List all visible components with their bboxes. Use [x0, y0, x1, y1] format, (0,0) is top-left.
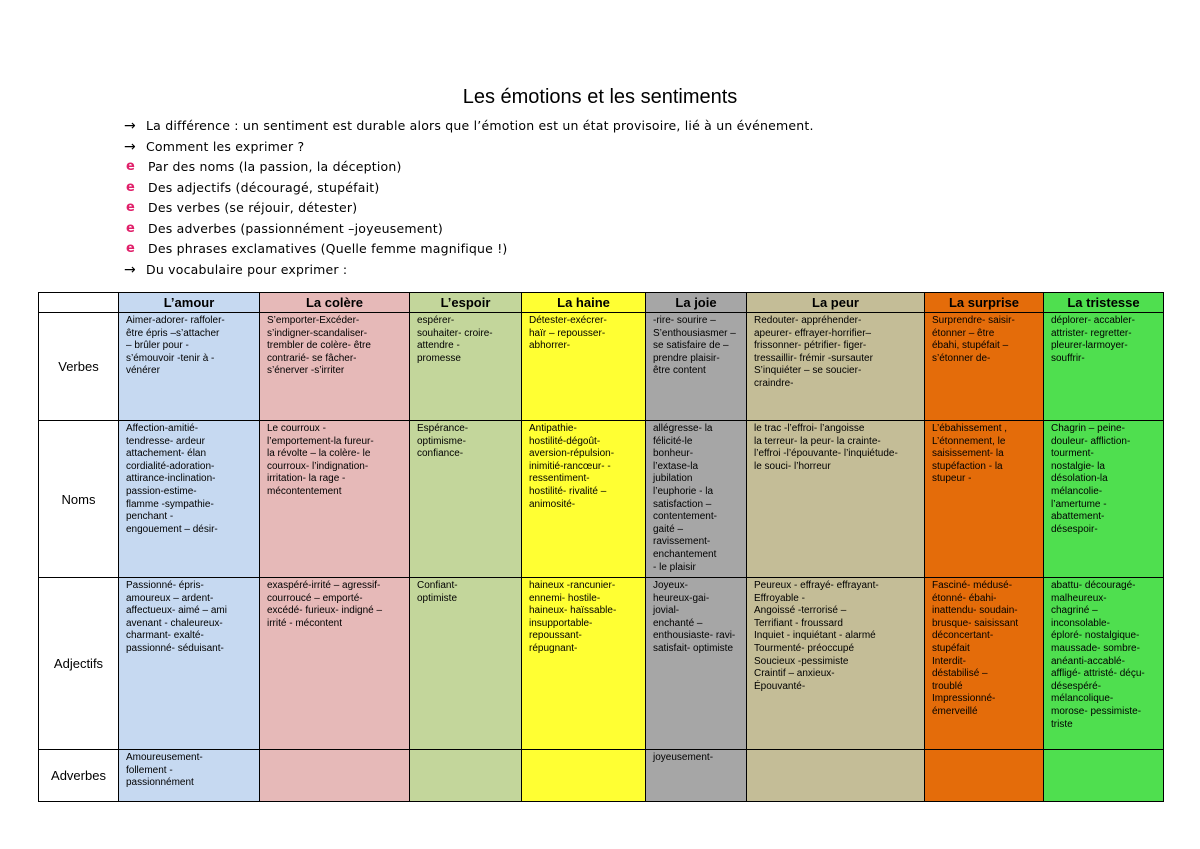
cell-line: allégresse- la: [653, 423, 713, 434]
cell-line: éploré- nostalgique-: [1051, 630, 1140, 642]
table-cell: [119, 750, 260, 802]
cell-line: jovial-: [653, 605, 680, 617]
cell-line: animosité-: [529, 498, 576, 510]
cell-line: ravissement-: [653, 536, 711, 548]
cell-line: chagriné –: [1051, 605, 1098, 617]
cell-line: pleurer-larmoyer-: [1051, 340, 1128, 352]
intro-line: [124, 260, 814, 281]
table-cell: [260, 750, 410, 802]
cell-line: stupéfaction - la: [932, 460, 1003, 472]
cell-line: excédé- furieux- indigné –: [267, 605, 383, 617]
table-cell: [522, 313, 646, 421]
bullet-icon: e: [126, 159, 136, 174]
cell-line: S’inquiéter – se soucier-: [754, 365, 862, 377]
cell-line: vénérer: [126, 365, 160, 377]
cell-line: craindre-: [754, 377, 794, 389]
cell-line: Le courroux -: [267, 423, 326, 434]
table-cell: [646, 750, 747, 802]
cell-line: mécontentement: [267, 485, 342, 497]
cell-line: s’énerver -s’irriter: [267, 365, 345, 377]
cell-line: insupportable-: [529, 617, 593, 629]
cell-line: s’étonner de-: [932, 352, 991, 364]
cell-line: ennemi- hostile-: [529, 592, 601, 604]
cell-line: Effroyable -: [754, 592, 805, 604]
intro-line: [124, 219, 814, 240]
row-label: Adjectifs: [39, 578, 119, 750]
cell-line: Antipathie-: [529, 423, 577, 434]
cell-line: répugnant-: [529, 642, 578, 654]
intro-text: Des verbes (se réjouir, détester): [148, 200, 358, 215]
cell-line: mélancolique-: [1051, 693, 1114, 705]
table-row: [39, 750, 1164, 802]
table-cell: [410, 313, 522, 421]
cell-line: L’étonnement, le: [932, 435, 1006, 447]
intro-line: [124, 137, 814, 158]
cell-line: Joyeux-: [653, 580, 689, 591]
cell-line: Confiant-: [417, 580, 458, 591]
intro-line: [124, 178, 814, 199]
table-cell: [522, 578, 646, 750]
cell-line: l’emportement-la fureur-: [267, 435, 374, 447]
cell-line: abhorrer-: [529, 340, 571, 352]
cell-line: inimitié-rancœur- -: [529, 460, 611, 472]
cell-line: le souci- l’horreur: [754, 460, 831, 472]
cell-line: inconsolable-: [1051, 617, 1110, 629]
row-label: Noms: [39, 421, 119, 578]
intro-text: Des adverbes (passionnément –joyeusement): [148, 220, 443, 236]
intro-text: La différence : un sentiment est durable alors que l’émotion est un état provisoire, lié à un événement.: [146, 118, 814, 133]
cell-line: hostilité-dégoût-: [529, 435, 601, 447]
cell-line: penchant -: [126, 511, 174, 523]
table-cell: [925, 313, 1044, 421]
cell-line: Amoureusement-: [126, 752, 203, 763]
cell-line: irritation- la rage -: [267, 473, 346, 485]
cell-line: bonheur-: [653, 448, 694, 460]
cell-line: tressaillir- frémir -sursauter: [754, 352, 873, 364]
cell-line: la terreur- la peur- la crainte-: [754, 435, 881, 447]
cell-line: heureux-gai-: [653, 592, 710, 604]
cell-line: Chagrin – peine-: [1051, 423, 1125, 434]
cell-line: exaspéré-irrité – agressif-: [267, 580, 381, 591]
bullet-icon: e: [126, 241, 136, 256]
table-cell: [260, 578, 410, 750]
intro-line: [124, 157, 814, 178]
bullet-icon: e: [126, 220, 136, 236]
cell-line: le trac -l’effroi- l’angoisse: [754, 423, 865, 434]
cell-line: attachement- élan: [126, 448, 207, 460]
cell-line: confiance-: [417, 448, 464, 460]
cell-line: Fasciné- médusé-: [932, 580, 1013, 591]
cell-line: déstabilisé –: [932, 668, 988, 680]
cell-line: enthousiaste- ravi-: [653, 630, 736, 642]
table-row: [39, 578, 1164, 750]
bullet-icon: e: [126, 179, 136, 195]
cell-line: mélancolie-: [1051, 485, 1103, 497]
cell-line: étonné- ébahi-: [932, 592, 997, 604]
cell-line: tourment-: [1051, 448, 1094, 460]
cell-line: attirance-inclination-: [126, 473, 216, 485]
column-header: La haine: [522, 293, 646, 313]
cell-line: Interdit-: [932, 655, 966, 667]
table-cell: [410, 750, 522, 802]
cell-line: s’indigner-scandaliser-: [267, 327, 368, 339]
cell-line: Redouter- appréhender-: [754, 315, 862, 326]
table-corner-cell: [39, 293, 119, 313]
cell-line: se satisfaire de –: [653, 340, 729, 352]
cell-line: douleur- affliction-: [1051, 435, 1131, 447]
cell-line: Affection-amitié-: [126, 423, 199, 434]
intro-line: [124, 198, 814, 219]
table-cell: [747, 578, 925, 750]
cell-line: félicité-le: [653, 435, 693, 447]
cell-line: passionné- séduisant-: [126, 642, 224, 654]
cell-line: satisfaction –: [653, 498, 712, 510]
table-cell: [747, 750, 925, 802]
cell-line: S’enthousiasmer –: [653, 327, 736, 339]
cell-line: avenant - chaleureux-: [126, 617, 223, 629]
cell-line: frissonner- pétrifier- figer-: [754, 340, 867, 352]
cell-line: joyeusement-: [653, 752, 714, 763]
cell-line: flamme -sympathie-: [126, 498, 214, 510]
page-title: Les émotions et les sentiments: [462, 86, 738, 108]
intro-text: Des adjectifs (découragé, stupéfait): [148, 179, 380, 195]
cell-line: déplorer- accabler-: [1051, 315, 1135, 326]
bullet-icon: e: [126, 200, 136, 215]
cell-line: Angoissé -terrorisé –: [754, 605, 847, 617]
table-cell: [1044, 578, 1164, 750]
cell-line: prendre plaisir-: [653, 352, 720, 364]
cell-line: malheureux-: [1051, 592, 1107, 604]
intro-list: [124, 116, 814, 280]
cell-line: passionnément: [126, 777, 194, 789]
cell-line: Peureux - effrayé- effrayant-: [754, 580, 879, 591]
table-cell: [1044, 313, 1164, 421]
table-cell: [1044, 750, 1164, 802]
cell-line: follement -: [126, 764, 173, 776]
cell-line: Surprendre- saisir-: [932, 315, 1015, 326]
cell-line: l’euphorie - la: [653, 485, 714, 497]
cell-line: désolation-la: [1051, 473, 1108, 485]
cell-line: étonner – être: [932, 327, 995, 339]
cell-line: affligé- attristé- déçu-: [1051, 668, 1145, 680]
cell-line: aversion-répulsion-: [529, 448, 615, 460]
cell-line: stupéfait: [932, 642, 970, 654]
cell-line: espérer-: [417, 315, 455, 326]
table-cell: [522, 421, 646, 578]
cell-line: troublé: [932, 680, 963, 692]
cell-line: triste: [1051, 718, 1073, 730]
cell-line: optimisme-: [417, 435, 466, 447]
cell-line: - le plaisir: [653, 561, 696, 573]
table-row: [39, 313, 1164, 421]
cell-line: être épris –s’attacher: [126, 327, 220, 339]
cell-line: morose- pessimiste-: [1051, 705, 1142, 717]
column-header: L’amour: [119, 293, 260, 313]
column-header: La peur: [747, 293, 925, 313]
table-cell: [119, 313, 260, 421]
cell-line: gaité –: [653, 523, 684, 535]
cell-line: irrité - mécontent: [267, 617, 343, 629]
cell-line: Soucieux -pessimiste: [754, 655, 849, 667]
row-label: Verbes: [39, 313, 119, 421]
table-cell: [925, 578, 1044, 750]
column-header: L’espoir: [410, 293, 522, 313]
cell-line: amoureux – ardent-: [126, 592, 214, 604]
table-cell: [410, 421, 522, 578]
table-cell: [260, 421, 410, 578]
arrow-icon: →: [124, 138, 136, 155]
cell-line: s’émouvoir -tenir à -: [126, 352, 215, 364]
table-cell: [646, 578, 747, 750]
intro-line: [124, 116, 814, 137]
cell-line: contrarié- se fâcher-: [267, 352, 357, 364]
cell-line: courroucé – emporté-: [267, 592, 363, 604]
cell-line: jubilation: [653, 473, 693, 485]
cell-line: désespoir-: [1051, 523, 1098, 535]
table-cell: [747, 421, 925, 578]
cell-line: repoussant-: [529, 630, 582, 642]
cell-line: trembler de colère- être: [267, 340, 371, 352]
cell-line: enchanté –: [653, 617, 703, 629]
cell-line: nostalgie- la: [1051, 460, 1105, 472]
table-cell: [1044, 421, 1164, 578]
cell-line: engouement – désir-: [126, 523, 218, 535]
cell-line: passion-estime-: [126, 485, 197, 497]
cell-line: anéanti-accablé-: [1051, 655, 1125, 667]
table-cell: [522, 750, 646, 802]
column-header: La colère: [260, 293, 410, 313]
cell-line: haineux- haïssable-: [529, 605, 617, 617]
column-header: La surprise: [925, 293, 1044, 313]
table-cell: [925, 421, 1044, 578]
cell-line: inattendu- soudain-: [932, 605, 1018, 617]
cell-line: Impressionné-: [932, 693, 996, 705]
cell-line: promesse: [417, 352, 461, 364]
cell-line: l’amertume -: [1051, 498, 1107, 510]
intro-text: Des phrases exclamatives (Quelle femme magnifique !): [148, 241, 508, 256]
table-cell: [260, 313, 410, 421]
cell-line: cordialité-adoration-: [126, 460, 215, 472]
cell-line: attendre -: [417, 340, 460, 352]
cell-line: Espérance-: [417, 423, 469, 434]
cell-line: souhaiter- croire-: [417, 327, 493, 339]
cell-line: Tourmenté- préoccupé: [754, 642, 855, 654]
intro-line: [124, 239, 814, 260]
cell-line: attrister- regretter-: [1051, 327, 1132, 339]
cell-line: charmant- exalté-: [126, 630, 204, 642]
cell-line: affectueux- aimé – ami: [126, 605, 227, 617]
cell-line: Détester-exécrer-: [529, 315, 607, 326]
arrow-icon: →: [124, 261, 136, 278]
cell-line: -rire- sourire –: [653, 315, 716, 326]
table-cell: [119, 578, 260, 750]
column-header: La tristesse: [1044, 293, 1164, 313]
cell-line: désespéré-: [1051, 680, 1102, 692]
cell-line: enchantement: [653, 548, 717, 560]
emotions-table: [38, 292, 1164, 802]
cell-line: ébahi, stupéfait –: [932, 340, 1009, 352]
cell-line: Inquiet - inquiétant - alarmé: [754, 630, 876, 642]
cell-line: apeurer- effrayer-horrifier–: [754, 327, 872, 339]
cell-line: tendresse- ardeur: [126, 435, 205, 447]
cell-line: stupeur -: [932, 473, 972, 485]
cell-line: ressentiment-: [529, 473, 590, 485]
table-cell: [925, 750, 1044, 802]
cell-line: satisfait- optimiste: [653, 642, 734, 654]
cell-line: S’emporter-Excéder-: [267, 315, 360, 326]
cell-line: brusque- saisissant: [932, 617, 1019, 629]
intro-text: Du vocabulaire pour exprimer :: [146, 261, 348, 277]
cell-line: émerveillé: [932, 705, 978, 717]
arrow-icon: →: [124, 118, 136, 134]
cell-line: L’ébahissement ,: [932, 423, 1008, 434]
table-cell: [410, 578, 522, 750]
cell-line: Passionné- épris-: [126, 580, 204, 591]
cell-line: l’effroi -l’épouvante- l’inquiétude-: [754, 448, 898, 460]
cell-line: optimiste: [417, 592, 458, 604]
cell-line: abattu- découragé-: [1051, 580, 1136, 591]
intro-text: Par des noms (la passion, la déception): [148, 159, 402, 174]
cell-line: souffrir-: [1051, 352, 1085, 364]
cell-line: l’extase-la: [653, 460, 699, 472]
table-cell: [646, 313, 747, 421]
table-cell: [747, 313, 925, 421]
cell-line: haïr – repousser-: [529, 327, 606, 339]
cell-line: hostilité- rivalité –: [529, 485, 607, 497]
intro-text: Comment les exprimer ?: [146, 138, 305, 154]
cell-line: contentement-: [653, 511, 717, 523]
cell-line: être content: [653, 365, 706, 377]
cell-line: Craintif – anxieux-: [754, 668, 835, 680]
cell-line: maussade- sombre-: [1051, 642, 1140, 654]
cell-line: Épouvanté-: [754, 680, 806, 692]
cell-line: Terrifiant - froussard: [754, 617, 843, 629]
cell-line: saisissement- la: [932, 448, 1004, 460]
cell-line: – brûler pour -: [126, 340, 189, 352]
table-cell: [119, 421, 260, 578]
row-label: Adverbes: [39, 750, 119, 802]
column-header: La joie: [646, 293, 747, 313]
table-row: [39, 421, 1164, 578]
table-cell: [646, 421, 747, 578]
cell-line: la révolte – la colère- le: [267, 448, 371, 460]
cell-line: haineux -rancunier-: [529, 580, 616, 591]
cell-line: Aimer-adorer- raffoler-: [126, 315, 225, 326]
table-header-row: [39, 293, 1164, 313]
cell-line: abattement-: [1051, 511, 1105, 523]
cell-line: courroux- l’indignation-: [267, 460, 369, 472]
cell-line: déconcertant-: [932, 630, 994, 642]
